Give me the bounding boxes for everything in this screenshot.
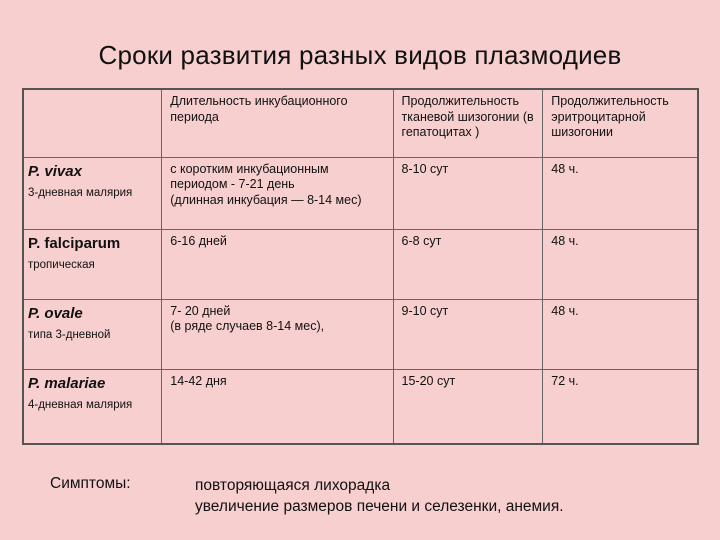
incubation-cell <box>162 229 393 299</box>
species-cell <box>23 299 162 369</box>
incubation-line: 7- 20 дней <box>170 303 231 318</box>
erythro-cell: 48 ч. <box>543 157 698 229</box>
species-cell <box>23 157 162 229</box>
erythro-cell: 48 ч. <box>543 299 698 369</box>
header-erythrocytic-schizogony: Продолжительность эритроцитарной шизогонии <box>543 89 698 157</box>
symptom-line: увеличение размеров печени и селезенки, анемия. <box>195 498 564 515</box>
incubation-line: (длинная инкубация — 8-14 мес) <box>170 192 362 207</box>
page-title: Сроки развития разных видов плазмодиев <box>98 40 622 70</box>
tissue-cell: 6-8 сут <box>393 229 543 299</box>
species-name: P. ovale <box>28 304 83 322</box>
incubation-line: 6-16 дней <box>170 233 227 248</box>
tissue-cell: 15-20 сут <box>393 369 543 444</box>
malaria-type: тропическая <box>28 258 95 271</box>
species-cell <box>23 229 162 299</box>
incubation-line: с коротким инкубационным <box>170 161 329 176</box>
symptom-line: повторяющаяся лихорадка <box>195 477 391 494</box>
symptoms-text <box>195 475 564 517</box>
header-empty-cell <box>23 89 162 157</box>
header-tissue-schizogony: Продолжительность тканевой шизогонии (в гепатоцитах ) <box>393 89 543 157</box>
malaria-type: типа 3-дневной <box>28 328 111 341</box>
table-row <box>23 157 698 229</box>
erythro-cell: 48 ч. <box>543 229 698 299</box>
species-name: P. falciparum <box>28 234 121 252</box>
table-row <box>23 369 698 444</box>
incubation-cell <box>162 157 393 229</box>
plasmodium-table <box>22 88 699 445</box>
erythro-cell: 72 ч. <box>543 369 698 444</box>
species-name: P. malariae <box>28 374 106 392</box>
incubation-cell <box>162 369 393 444</box>
species-cell <box>23 369 162 444</box>
header-incubation: Длительность инкубационного периода <box>162 89 393 157</box>
incubation-line: периодом - 7-21 день <box>170 177 295 192</box>
incubation-line: 14-42 дня <box>170 373 227 388</box>
malaria-type: 4-дневная малярия <box>28 398 133 411</box>
malaria-type: 3-дневная малярия <box>28 186 133 199</box>
incubation-cell <box>162 299 393 369</box>
table-row <box>23 299 698 369</box>
table-row <box>23 229 698 299</box>
tissue-cell: 8-10 сут <box>393 157 543 229</box>
tissue-cell: 9-10 сут <box>393 299 543 369</box>
symptoms-label: Симптомы: <box>50 475 131 492</box>
incubation-line: (в ряде случаев 8-14 мес), <box>170 319 325 334</box>
table-header-row <box>23 89 698 157</box>
species-name: P. vivax <box>28 162 82 180</box>
